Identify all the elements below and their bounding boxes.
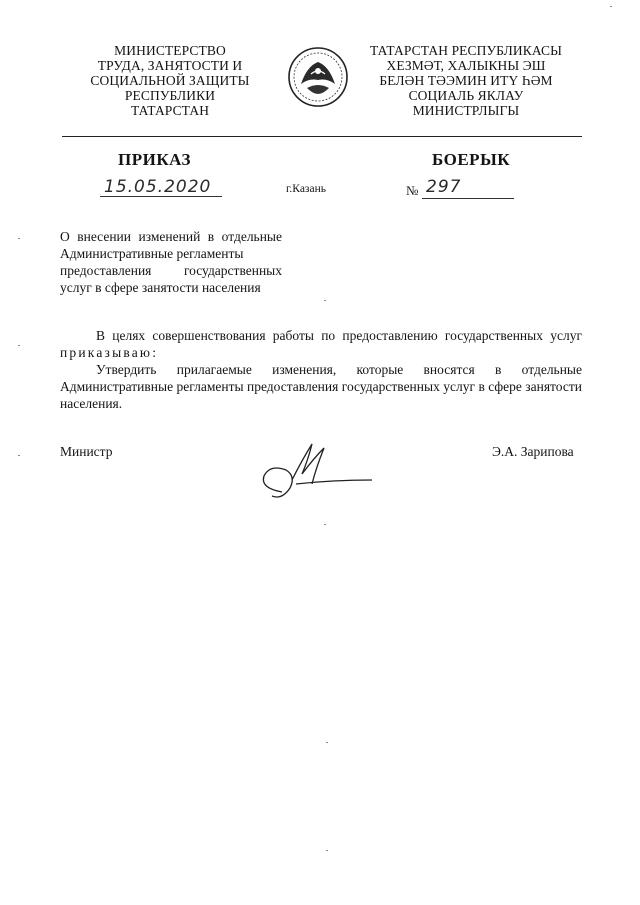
doc-date: 15.05.2020 — [104, 177, 212, 197]
order-word: приказываю: — [60, 345, 159, 360]
subject-line: услуг в сфере занятости населения — [60, 280, 261, 295]
header-line: ХЕЗМӘТ, ХАЛЫКНЫ ЭШ — [386, 58, 546, 73]
header-line: БЕЛӘН ТӘЭМИН ИТҮ ҺӘМ — [379, 73, 553, 88]
date-underline — [100, 196, 222, 197]
scan-speck — [326, 742, 328, 743]
header-line: ТАТАРСТАН — [130, 103, 210, 118]
header-line: ТРУДА, ЗАНЯТОСТИ И — [97, 58, 243, 73]
doc-subject — [60, 228, 282, 296]
header-line: СОЦИАЛЬ ЯКЛАУ — [408, 88, 524, 103]
header-line: МИНИСТРЛЫГЫ — [412, 103, 520, 118]
number-sign: № — [406, 183, 419, 198]
preamble-text: В целях совершенствования работы по предоставлению государственных услуг — [96, 328, 582, 343]
tatarstan-emblem-icon — [287, 44, 349, 110]
header-line: ТАТАРСТАН РЕСПУБЛИКАСЫ — [369, 43, 563, 58]
header-line: МИНИСТЕРСТВО — [114, 43, 226, 58]
ministry-name-tatar — [352, 43, 580, 118]
scan-speck — [610, 6, 612, 7]
number-underline — [422, 198, 514, 199]
body-paragraph-preamble — [60, 327, 582, 361]
doc-title-tatar: БОЕРЫК — [432, 150, 511, 169]
body-paragraph-order: Утвердить прилагаемые изменения, которые вносятся в отдельные Административные регламенты предоставления государственных услуг в сфере занятости населения. — [60, 362, 582, 411]
scan-speck — [18, 455, 20, 456]
subject-line: предоставления государственных — [60, 263, 282, 278]
scan-speck — [326, 850, 328, 851]
header-divider — [62, 136, 582, 137]
header-line: СОЦИАЛЬНОЙ ЗАЩИТЫ — [90, 73, 250, 88]
scan-speck — [18, 345, 20, 346]
doc-title-russian: ПРИКАЗ — [118, 150, 191, 169]
scan-speck — [324, 524, 326, 525]
ministry-name-russian — [72, 43, 268, 118]
doc-number: 297 — [426, 177, 462, 197]
signer-name: Э.А. Зарипова — [492, 444, 574, 459]
scan-speck — [18, 238, 20, 239]
subject-line: Административные регламенты — [60, 246, 244, 261]
handwritten-signature — [252, 440, 382, 506]
signer-position: Министр — [60, 444, 113, 459]
doc-city: г.Казань — [286, 183, 326, 195]
scan-speck — [324, 300, 326, 301]
header-line: РЕСПУБЛИКИ — [124, 88, 216, 103]
subject-line: О внесении изменений в отдельные — [60, 229, 282, 244]
